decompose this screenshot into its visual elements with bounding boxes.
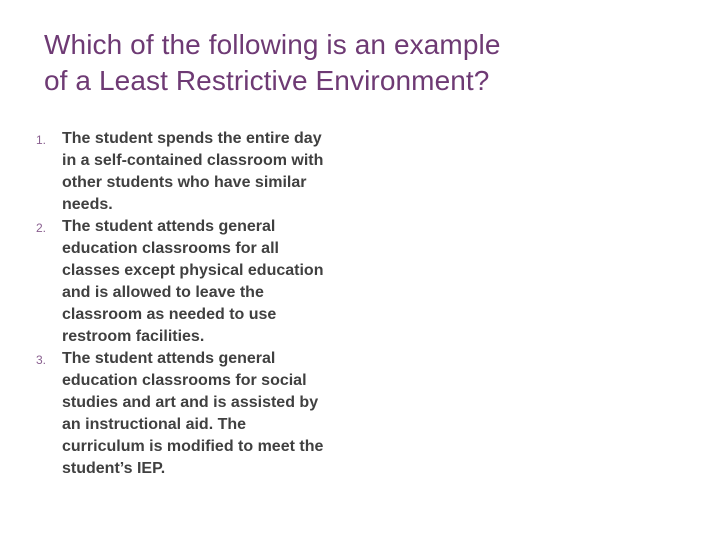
- option-text-line: curriculum is modified to meet the: [62, 438, 324, 455]
- option-text-line: classes except physical education: [62, 262, 324, 279]
- option-text-line: an instructional aid. The: [62, 416, 247, 433]
- option-text-line: in a self-contained classroom with: [62, 152, 324, 169]
- option-text-line: The student attends general: [62, 218, 276, 235]
- option-number: 2.: [36, 221, 47, 235]
- option-number: 3.: [36, 353, 47, 367]
- option-text-line: education classrooms for all: [62, 240, 279, 257]
- option-text-line: and is allowed to leave the: [62, 284, 264, 301]
- option-text-line: restroom facilities.: [62, 328, 205, 345]
- option-text-line: student’s IEP.: [62, 460, 166, 477]
- title-line-1: Which of the following is an example: [44, 29, 501, 60]
- option-text-line: other students who have similar: [62, 174, 307, 191]
- slide-title: [44, 27, 684, 99]
- option-number: 1.: [36, 133, 47, 147]
- option-text-line: education classrooms for social: [62, 372, 307, 389]
- answer-options-list: [30, 128, 370, 480]
- option-text-line: needs.: [62, 196, 113, 213]
- answer-option-3: [30, 348, 370, 480]
- answer-option-2: [30, 216, 370, 348]
- answer-option-1: [30, 128, 370, 216]
- option-text-line: studies and art and is assisted by: [62, 394, 319, 411]
- option-text-line: The student attends general: [62, 350, 276, 367]
- title-line-2: of a Least Restrictive Environment?: [44, 65, 490, 96]
- option-text-line: classroom as needed to use: [62, 306, 277, 323]
- option-text-line: The student spends the entire day: [62, 130, 322, 147]
